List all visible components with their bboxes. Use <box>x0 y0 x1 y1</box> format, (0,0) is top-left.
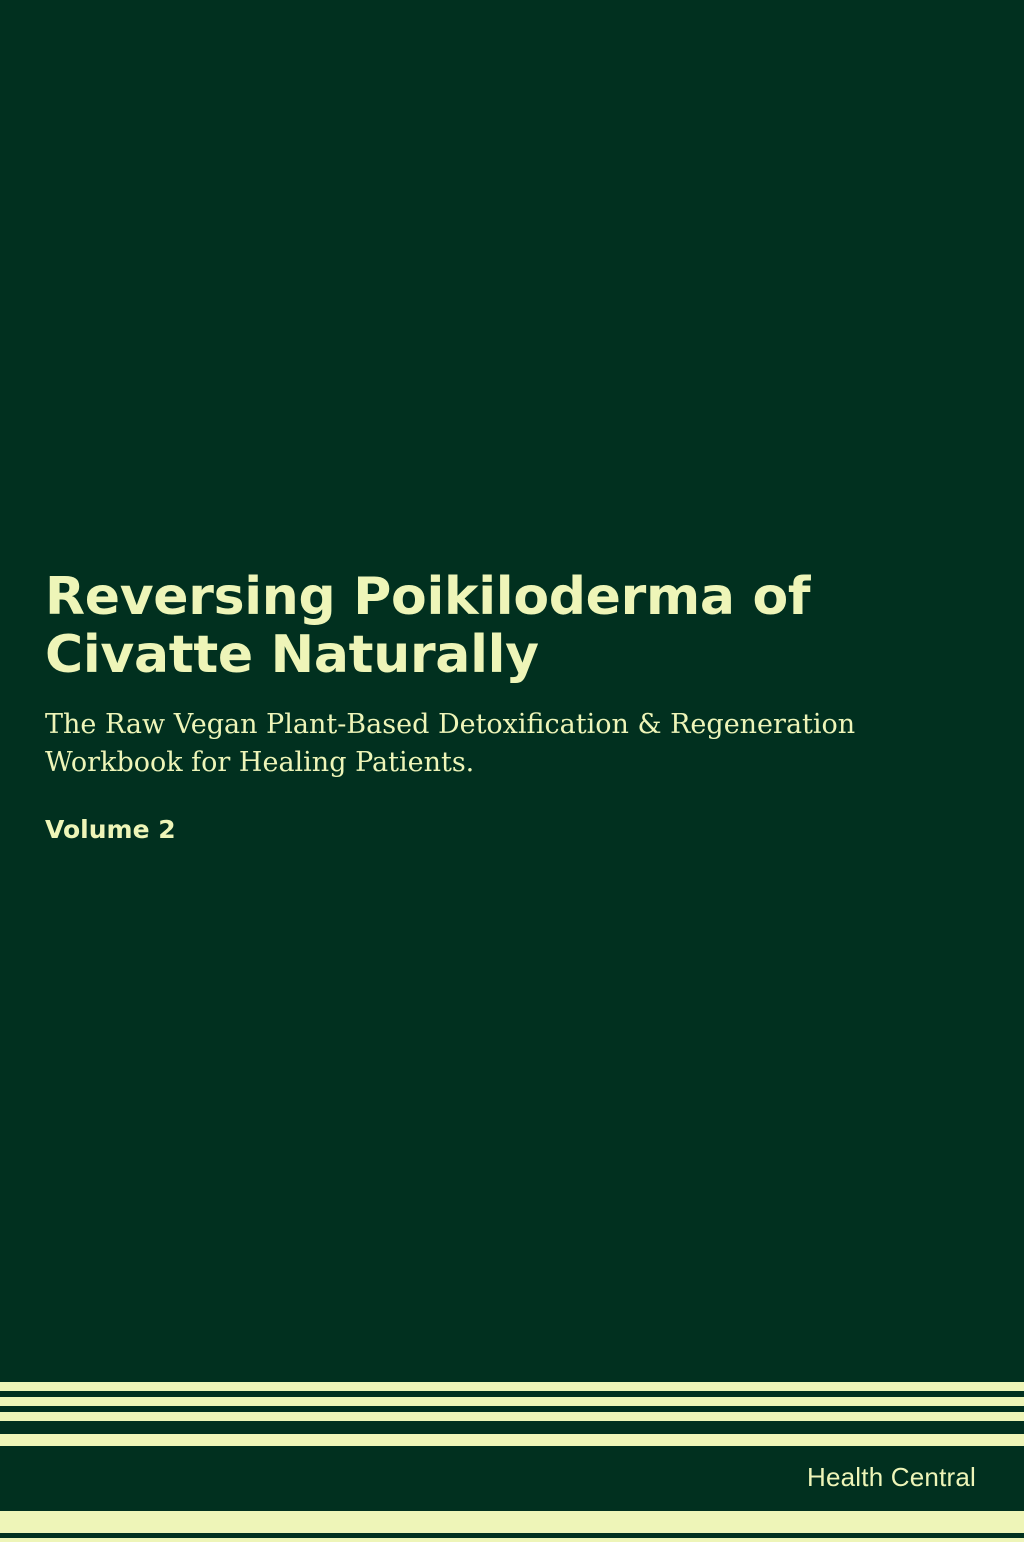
page-title: Reversing Poikiloderma of Civatte Naturally <box>45 567 811 686</box>
footer-bands <box>0 1382 1024 1542</box>
divider-stripe-3 <box>0 1412 1024 1421</box>
book-subtitle: The Raw Vegan Plant-Based Detoxification & Regeneration Workbook for Healing Patients. <box>45 709 856 778</box>
publisher-name: Health Central <box>807 1462 976 1492</box>
divider-stripe-6 <box>0 1538 1024 1542</box>
divider-stripe-4 <box>0 1434 1024 1446</box>
volume-label: Volume 2 <box>45 814 176 844</box>
divider-stripe-5 <box>0 1511 1024 1533</box>
title-block <box>45 568 975 844</box>
divider-stripe-1 <box>0 1382 1024 1391</box>
divider-stripe-2 <box>0 1397 1024 1406</box>
